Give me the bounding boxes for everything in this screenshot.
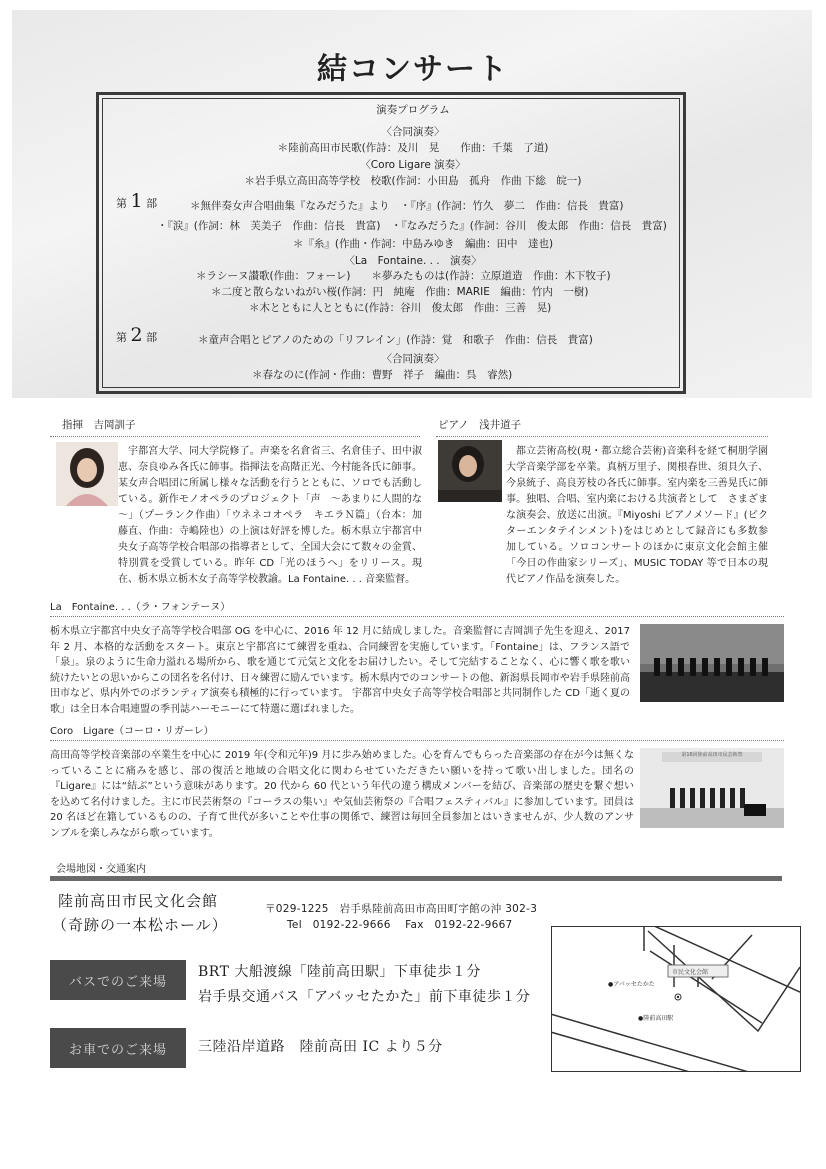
- program-line: ＊陸前高田市民歌(作詩：及川 晃 作曲：千葉 了道): [277, 142, 549, 154]
- part-2-number: 2: [130, 324, 143, 346]
- divider: [50, 740, 784, 741]
- venue-contact: Tel 0192-22-9666 Fax 0192-22-9667: [287, 919, 513, 931]
- la-fontaine-heading: La Fontaine. . .（ラ・フォンテーヌ）: [50, 602, 231, 613]
- bus-route-2: 岩手県交通バス「アバッセたかた」前下車徒歩１分: [198, 989, 531, 1005]
- program-line: ＊木とともに人とともに(作詩：谷川 俊太郎 作曲：三善 晃): [249, 302, 552, 314]
- pianist-photo: [438, 440, 502, 502]
- divider: [436, 436, 768, 437]
- map-label-abasse: ●アバッセたかた: [608, 981, 655, 988]
- part-2-pre: 第: [116, 331, 127, 344]
- program-line: ＊春なのに(作詞・作曲：曹野 祥子 編曲：呉 睿然): [252, 369, 513, 381]
- car-route: 三陸沿岸道路 陸前高田 IC より５分: [198, 1039, 443, 1055]
- program-line: 〈合同演奏〉: [381, 353, 445, 365]
- car-access-label: お車でのご来場: [50, 1028, 186, 1068]
- venue-name-sub: （奇跡の一本松ホール）: [52, 916, 228, 934]
- part-1-post: 部: [146, 197, 158, 210]
- program-line: ＊『糸』(作曲・作詞：中島みゆき 編曲：田中 達也): [292, 238, 554, 250]
- map-label-venue: 市民文化会館: [672, 969, 709, 976]
- coro-ligare-photo-banner: 第16回陸前高田市民芸術祭: [681, 752, 743, 758]
- la-fontaine-photo: [640, 624, 784, 702]
- divider: [50, 436, 420, 437]
- divider: [50, 616, 784, 617]
- venue-section-label: 会場地図・交通案内: [56, 864, 146, 875]
- program-line: ＊無伴奏女声合唱曲集『なみだうた』より ・『序』(作詞：竹久 夢二 作曲：信長 貴富): [190, 200, 624, 212]
- program-heading: 演奏プログラム: [376, 104, 450, 116]
- conductor-bio: 宇都宮大学、同大学院修了。声楽を名倉省三、名倉佳子、田中淑恵、奈良ゆみ各氏に師事。指揮法を高階正光、今村能各氏に師事。某女声合唱団に所属し様々な活動を行うとともに、ソロでも活動している。新作モノオペラのプロジェクト「声 ～あまりに人間的な～」（プーランク作曲）「ウネネコオペラ キエラＮ篇」（台本：加藤直、作曲：寺嶋陸也）の上演は好評を博した。栃木県立宇都宮中央女子高等学校合唱部の指導者として、全国大会にて数々の金賞、特別賞を受賞している。昨年 CD「光のほうへ」をリリース。現在、栃木県立栃木女子高等学校教諭。La Fontaine. . . 音楽監督。: [118, 446, 422, 585]
- program-line: 〈La Fontaine. . . 演奏〉: [344, 255, 482, 267]
- program-line: ＊二度と散らないねがい桜(作詞：円 純庵 作曲：MARIE 編曲：竹内 一樹): [211, 286, 589, 298]
- part-1-label: [116, 190, 157, 212]
- coro-ligare-heading: Coro Ligare（コーロ・リガーレ）: [50, 726, 214, 737]
- map-label-station: ●陸前高田駅: [638, 1015, 674, 1022]
- program-line: 〈合同演奏〉: [381, 126, 445, 138]
- venue-name: 陸前高田市民文化会館: [58, 892, 219, 910]
- part-1-number: 1: [130, 190, 143, 212]
- program-line: ＊童声合唱とピアノのための「リフレイン」(作詩：覚 和歌子 作曲：信長 貴富): [198, 334, 593, 346]
- bus-route-1: BRT 大船渡線「陸前高田駅」下車徒歩１分: [198, 964, 481, 980]
- part-2-post: 部: [146, 331, 158, 344]
- program-line: 〈Coro Ligare 演奏〉: [360, 159, 466, 171]
- venue-address: 〒029-1225 岩手県陸前高田市高田町字館の沖 302-3: [265, 903, 538, 915]
- venue-divider-bar: [50, 876, 782, 881]
- conductor-photo: [56, 442, 118, 506]
- program-line: ＊岩手県立高田高等学校 校歌(作詞：小田島 孤舟 作曲 下総 皖一): [244, 175, 582, 187]
- part-2-label: [116, 324, 157, 346]
- coro-ligare-photo: [640, 748, 784, 828]
- program-line: ・『涙』(作詞：林 芙美子 作曲：信長 貴富) ・『なみだうた』(作詞：谷川 俊太郎 作曲：信長 貴富): [157, 220, 667, 232]
- program-line: ＊ラシーヌ讃歌(作曲：フォーレ) ＊夢みたものは(作詩：立原道造 作曲：木下牧子): [196, 270, 611, 282]
- pianist-bio: 都立芸術高校(現・都立総合芸術)音楽科を経て桐朋学園大学音楽学部を卒業。真柄万里子、関根春世、須貝久子、今泉統子、高良芳枝の各氏に師事。室内楽を三善晃氏に師事。独唱、合唱、室内楽における共演者として さまざまな演奏会、放送に出演。『Miyoshi ピアノメソード』(ビクターエンタテインメント)をはじめとして録音にも多数参加している。ソロコンサートのほかに東京文化会館主催「今日の作曲家シリーズ」、MUSIC TODAY 等で日本の現代ピアノ作品を演奏した。: [506, 446, 768, 585]
- conductor-heading: 指揮 吉岡訓子: [62, 419, 136, 431]
- coro-ligare-text: 高田高等学校音楽部の卒業生を中心に 2019 年(令和元年)9 月に歩み始めました。心を育んでもらった音楽部の存在が今は無くなっていることに痛みを感じ、部の復活と地域の合唱文化に関わらせていただきたい願いを持って歌い出しました。団名の『Ligare』には“結ぶ”という意味があります。20 代から 60 代という年代の違う構成メンバーを結び、音楽部の歴史を繋ぐ想いを込めて名付けました。主に市民芸術祭の『コーラスの集い』や気仙芸術祭の『合唱フェスティバル』に参加しています。団員は 20 名ほど在籍しているものの、子育て世代が多いことや仕事の関係で、練習は毎回全員参加とはいきませんが、少人数のアンサンブルを楽しみながら歌っています。: [50, 750, 634, 839]
- venue-map: [551, 926, 801, 1072]
- part-1-pre: 第: [116, 197, 127, 210]
- la-fontaine-text: 栃木県立宇都宮中央女子高等学校合唱部 OG を中心に、2016 年 12 月に結成しました。音楽監督に吉岡訓子先生を迎え、2017 年 2 月、本格的な活動をスタート。東京と宇都宮にて練習を重ね、合同練習を実施しています。「Fontaine」は、フランス語で「泉」。泉のように生命力溢れる場所から、歌を通じて元気と文化をお届けしたい。そして完結することなく、心に響く歌を歌い続けたいとの思いからこの団名を名付け、日々練習に励んでいます。栃木県内でのコンサートの他、新潟県長岡市や岩手県陸前高田市など、県内外でのボランティア演奏も積極的に行っています。 宇都宮中央女子高等学校合唱部と共同制作した CD「逝く夏の歌」は全日本合唱連盟の季刊誌ハーモニーにて特選に選ばれました。: [50, 626, 630, 715]
- pianist-heading: ピアノ 浅井道子: [438, 419, 522, 431]
- page-title: 結コンサート: [317, 52, 509, 87]
- bus-access-label: バスでのご来場: [50, 960, 186, 1000]
